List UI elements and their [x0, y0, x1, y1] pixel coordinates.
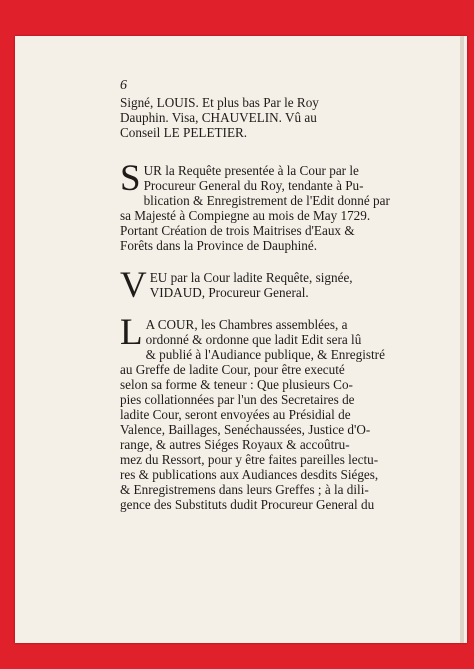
paragraph-line: mez du Ressort, pour y être faites pareilles lectu-: [120, 452, 379, 467]
paragraph-line: & publié à l'Audiance publique, & Enregistré: [145, 347, 385, 362]
paragraph-line: pies collationnées par l'un des Secretaires de: [120, 392, 355, 407]
paragraph-line: ladite Cour, seront envoyées au Présidial de: [120, 407, 351, 422]
paragraph-vu: [120, 265, 404, 306]
signature-line: Dauphin. Visa, CHAUVELIN. Vû au: [120, 110, 317, 125]
paragraph-line: selon sa forme & teneur : Que plusieurs Co-: [120, 377, 353, 392]
paragraph-line: Valence, Baillages, Senéchaussées, Justice d'O-: [120, 422, 371, 437]
drop-cap-l: L: [120, 312, 143, 353]
page-number: 6: [120, 78, 127, 93]
paragraph-line: sa Majesté à Compiegne au mois de May 1729.: [120, 208, 371, 223]
paragraph-line: A COUR, les Chambres assemblées, a: [145, 317, 348, 332]
paragraph-line: range, & autres Siéges Royaux & accoûtru-: [120, 437, 350, 452]
paragraph-line: VIDAUD, Procureur General.: [149, 285, 309, 300]
drop-cap-s: S: [120, 158, 141, 199]
paragraph-line: ordonné & ordonne que ladit Edit sera lû: [145, 332, 362, 347]
paragraph-line: Portant Création de trois Maitrises d'Eaux &: [120, 223, 355, 238]
paragraph-line: au Greffe de ladite Cour, pour être executé: [120, 362, 345, 377]
paragraph-line: Procureur General du Roy, tendante à Pu-: [143, 178, 364, 193]
signature-block: [120, 95, 404, 140]
page-edge: [460, 36, 464, 643]
paragraph-line: Forêts dans la Province de Dauphiné.: [120, 238, 318, 253]
paragraph-line: blication & Enregistrement de l'Edit donné par: [143, 193, 390, 208]
paragraph-line: & Enregistremens dans leurs Greffes ; à la dili-: [120, 482, 369, 497]
paragraph-line: res & publications aux Audiances desdits Siéges,: [120, 467, 379, 482]
paragraph-requete: [120, 158, 404, 253]
paragraph-la-cour: [120, 312, 404, 512]
paragraph-line: EU par la Cour ladite Requête, signée,: [149, 270, 353, 285]
paragraph-line: gence des Substituts dudit Procureur General du: [120, 497, 375, 512]
signature-line: Conseil LE PELETIER.: [120, 125, 248, 140]
drop-cap-v: V: [120, 265, 147, 306]
paragraph-line: UR la Requête presentée à la Cour par le: [143, 163, 359, 178]
signature-line: Signé, LOUIS. Et plus bas Par le Roy: [120, 95, 319, 110]
